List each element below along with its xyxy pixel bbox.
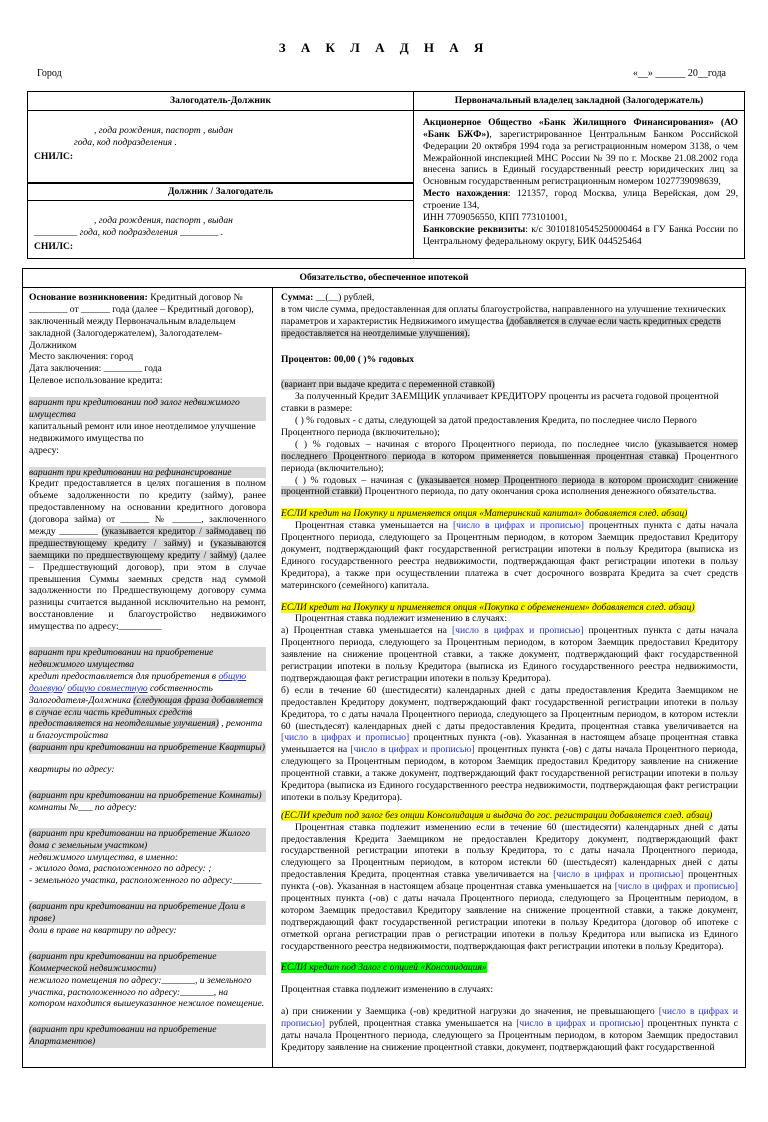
refinance-text: Кредит предоставляется в целях погашения в полном объеме задолженности по кредиту (займу), ранее предоставленному на основании кредитного договора (договора займа) от ______ № ______, заключенного между ________ (указывается кредитор / займодавец по предшествующему кредиту / займу) и (указываются заемщики по предшествующему кредиту / займу) (далее – Предшествующий договор), при этом в случае превышения Суммы заемных средств над суммой задолженности по Предшествующему договору сумма разницы считается выданной исключительно на ремонт, восстановление и благоустройство недвижимого имущества по адресу:_________ [29, 478, 266, 633]
variant-label: (вариант при кредитовании на приобретение Доли в праве) [29, 901, 266, 925]
variant-address: адресу: [29, 444, 59, 456]
debtor-pledgor-line1: , года рождения, паспорт , выдан [94, 214, 233, 226]
basis: Основание возникновения: Кредитный договор № ________ от ______ года (далее – Кредитный договор), заключенный между Первоначальным владельцем закладной (Залогодержателем), Залогодателем-Должником [29, 292, 254, 351]
city-label: Город [37, 68, 62, 79]
variant-text: доли в праве на квартиру по адресу: [29, 924, 177, 936]
loan-sum-details: в том числе сумма, предоставленная для оплаты благоустройства, направленного на улучшение технических параметров и характеристик Недвижимого имущества (добавляется в случае если часть кредитных средств предоставляется на неотделимые улучшения). [281, 303, 726, 339]
encumbrance-b: б) если в течение 60 (шестидесяти) календарных дней с даты предоставления Кредита Заемщиком не предоставлен Кредитору документ, подтверждающий факт государственной регистрации ипотеки в пользу Кредитора, то с даты начала Процентного периода, следующего за Процентным периодом, в котором истекли 60 (шестьдесят) календарных дней с даты предоставления Кредита, процентная ставка увеличивается на [число в цифрах и прописью] процентных пункта (-ов). Указанная в настоящем абзаце процентная ставка уменьшается на [число в цифрах и прописью] процентных пункта (-ов) с даты начала Процентного периода, следующего за Процентным периодом, в котором Заемщик предоставил Кредитору заявление на снижение процентной ставки, а также документ, подтверждающий факт государственной регистрации ипотеки в пользу Кредитора (выписка из Единого государственного реестра недвижимости, подтверждающая факт регистрации ипотеки в пользу Кредитора). [281, 684, 738, 803]
original-owner-details: Акционерное Общество «Банк Жилищного Финансирования» (АО «Банк БЖФ»), зарегистрированное Центральным Банком Российской Федерации 20 октября 1994 года за регистрационным номером 3138, о чем Межрайонной инспекцией МНС России № 39 по г. Москве 21.08.2002 года внесена запись в Единый государственный реестр юридических лиц за Основным государственным регистрационным номером 1027739098639, [423, 116, 738, 188]
loan-sum: Сумма: __(__) рублей, [281, 292, 375, 303]
variant-label: вариант при кредитовании на рефинансирование [29, 467, 266, 479]
obligation-right-column [273, 288, 745, 1068]
encumbrance-a: а) Процентная ставка уменьшается на [число в цифрах и прописью] процентных пункта с даты начала Процентного периода, следующего за Процентным периодом, в котором Заемщик предоставил Кредитору заявление на снижение процентной ставки, а также документ, подтверждающий факт государственной регистрации ипотеки в пользу Кредитора (выписка из Единого государственного реестра недвижимости, подтверждающая факт регистрации ипотеки в пользу Кредитора). [281, 625, 738, 684]
encumbrance-intro: Процентная ставка подлежит изменению в случаях: [295, 613, 507, 625]
variant-label: (вариант при кредитовании на приобретение Апартаментов) [29, 1024, 266, 1048]
variant-label: (вариант при кредитовании на приобретение Коммерческой недвижимости) [29, 951, 266, 975]
pledgor-debtor-snils: СНИЛС: [34, 150, 74, 162]
place: Место заключения: город [29, 351, 134, 363]
consolidation-intro: Процентная ставка подлежит изменению в случаях: [281, 984, 493, 996]
interest-rate: Процентов: 00,00 ( )% годовых [281, 353, 415, 365]
variant-text: нежилого помещения по адресу:_______, и земельного участка, расположенного по адресу:_______, на котором находится вышеуказанное нежилое помещение. [29, 974, 265, 1010]
original-owner-bank-details: Банковские реквизиты: к/с 30101810545250000464 в ГУ Банка России по Центральному федеральному округу, БИК 044525464 [423, 223, 739, 247]
original-owner-cell [414, 92, 744, 258]
variant-text: - земельного участка, расположенного по адресу:______ [29, 875, 262, 887]
obligation-table [22, 268, 746, 1068]
original-owner-location: Место нахождения: 121357, город Москва, улица Верейская, дом 29, строение 134, [423, 188, 738, 212]
date-field: «__» ______ 20__года [632, 68, 726, 79]
variable-rate-text: За полученный Кредит ЗАЕМЩИК уплачивает КРЕДИТОРУ проценты из расчета годовой процентной ставки в размере: [281, 391, 719, 415]
consolidation-label: ЕСЛИ кредит под Залог с опцией «Консолидация» [281, 962, 487, 974]
variant-label: (вариант при кредитовании на приобретение Жилого дома с земельным участком) [29, 828, 266, 852]
consolidation-absent-text: Процентная ставка подлежит изменению если в течение 60 (шестидесяти) календарных дней с даты предоставления Кредита Заемщиком не предоставлен Кредитору документ, подтверждающий факт государственной регистрации ипотеки в пользу Кредитора, то с даты начала Процентного периода, следующего за Процентным периодом, в котором истекли 60 (шестьдесят) календарных дней с даты предоставления Кредита, процентная ставка увеличивается на [число в цифрах и прописью] процентных пункта (-ов). Указанная в настоящем абзаце процентная ставка уменьшается на [число в цифрах и прописью] процентных пункта (-ов) с даты начала Процентного периода, следующего за Процентным периодом, в котором Заемщик предоставил Кредитору заявление на снижение процентной ставки, а также документ, подтверждающий факт государственной регистрации ипотеки в пользу Кредитора (договор об ипотеке с отметкой органа регистрации прав о регистрации ипотеки в пользу Кредитора или выписка из Единого государственного реестра недвижимости, подтверждающая факт регистрации ипотеки в пользу Кредитора). [281, 821, 738, 952]
pledgor-cell [28, 92, 414, 258]
debtor-pledgor-line2: _________ года, код подразделения ________ . [34, 226, 224, 238]
pledgor-debtor-block [28, 92, 413, 178]
purpose: Целевое использование кредита: [29, 375, 163, 387]
maternity-capital-text: Процентная ставка уменьшается на [число в цифрах и прописью] процентных пункта с даты начала Процентного периода, следующего за Процентным периодом, в котором Заемщик предоставил Кредитору документ, подтверждающий факт государственной регистрации ипотеки в пользу Кредитора (выписка из Единого государственного реестра недвижимости, подтверждающая факт регистрации ипотеки в пользу Кредитора), а также при осуществлении платежа в счет досрочного возврата Кредита за счет средств материнского (семейного) капитала. [281, 520, 738, 591]
variable-rate-row: ( ) % годовых – начиная с (указывается номер Процентного периода в котором происходит снижение процентной ставки) Процентного периода, по дату окончания срока исполнения денежного обязательства. [281, 474, 738, 498]
variant-text: комнаты №___ по адресу: [29, 801, 137, 813]
variant-label: (вариант при кредитовании на приобретение Квартиры) [29, 742, 266, 754]
original-owner-inn: ИНН 7709056550, КПП 773101001, [423, 212, 568, 224]
pledgor-debtor-line2: года, код подразделения . [74, 136, 177, 148]
document-title: З А К Л А Д Н А Я [278, 40, 490, 55]
conclusion-date: Дата заключения: ________ года [29, 363, 162, 375]
purchase-text: кредит предоставляется для приобретения в общую долевую/ общую совместную собственность Залогодателя-Должника (следующая фраза добавляется в случае если часть кредитных средств предоставляется на неотделимые улучшения) , ремонта и благоустройства [29, 670, 264, 742]
original-owner-heading: Первоначальный владелец закладной (Залогодержатель) [414, 95, 744, 111]
variant-text: капитальный ремонт или иное неотделимое улучшение недвижимого имущества по [29, 420, 256, 444]
debtor-pledgor-heading: Должник / Залогодатель [28, 184, 413, 201]
maternity-capital-label: ЕСЛИ кредит на Покупку и применяется опция «Материнский капитал» добавляется след. абзац) [281, 508, 688, 520]
encumbrance-label: ЕСЛИ кредит на Покупку и применяется опция «Покупка с обременением» добавляется след. абзац) [281, 601, 695, 613]
consolidation-absent-label: (ЕСЛИ кредит под залог без опции Консолидация и выдача до гос. регистрации добавляется след. абзац) [281, 809, 713, 821]
variant-label: вариант при кредитовании под залог недвижимого имущества [29, 397, 266, 421]
variant-text: квартиры по адресу: [29, 764, 115, 776]
consolidation-a: а) при снижении у Заемщика (-ов) кредитной нагрузки до значения, не превышающего [число в цифрах и прописью] рублей, процентная ставка уменьшается на [число в цифрах и прописью] процентных пункта с даты начала Процентного периода, следующего за Процентным периодом, в котором Заемщик предоставил Кредитору заявление на снижение процентной ставки, документ, подтверждающий факт государственной [281, 1006, 738, 1053]
parties-table [27, 91, 745, 259]
obligation-heading: Обязательство, обеспеченное ипотекой [23, 269, 745, 288]
pledgor-debtor-line1: , года рождения, паспорт , выдан [94, 124, 233, 136]
variant-label: вариант при кредитовании на приобретение недвижимого имущества [29, 647, 266, 671]
variant-label: (вариант при кредитовании на приобретение Комнаты) [29, 790, 266, 802]
debtor-pledgor-snils: СНИЛС: [34, 240, 74, 252]
obligation-left-column [23, 288, 273, 1068]
variable-rate-row: ( ) % годовых – начиная с второго Процентного периода, по последнее число (указывается номер последнего Процентного периода в котором применяется повышенная процентная ставка) Процентного периода (включительно); [281, 438, 738, 474]
variant-text: - жилого дома, расположенного по адресу: ; [29, 863, 212, 875]
pledgor-debtor-heading: Залогодатель-Должник [28, 95, 413, 111]
debtor-pledgor-block [28, 184, 413, 253]
variant-text: недвижимого имущества, в именно: [29, 851, 179, 863]
variable-rate-row: ( ) % годовых - с даты, следующей за датой предоставления Кредита, по последнее число Первого Процентного периода (включительно); [281, 415, 697, 439]
variable-rate-label: (вариант при выдаче кредита с переменной ставкой) [281, 379, 495, 391]
